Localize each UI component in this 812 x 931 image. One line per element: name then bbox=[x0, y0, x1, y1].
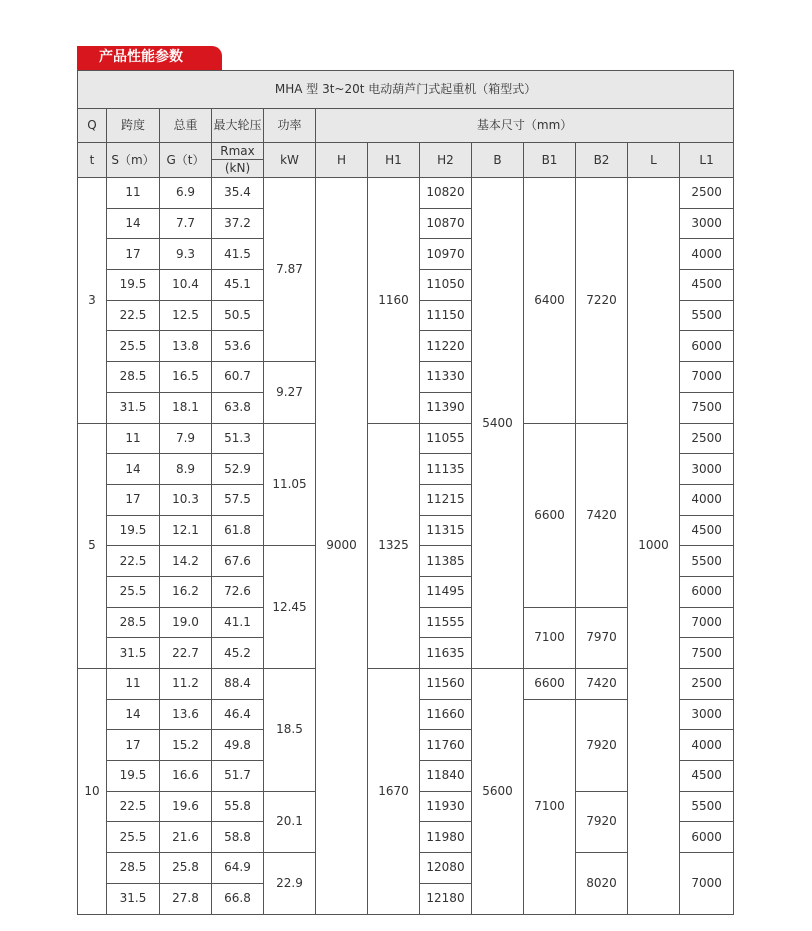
weight-cell: 16.5 bbox=[160, 362, 212, 393]
wheel-load-cell: 66.8 bbox=[212, 883, 264, 914]
l1-cell: 7000 bbox=[680, 853, 734, 914]
height-h2-cell: 11055 bbox=[420, 423, 472, 454]
wheel-load-cell: 52.9 bbox=[212, 454, 264, 485]
l1-cell: 4000 bbox=[680, 730, 734, 761]
l1-cell: 4000 bbox=[680, 484, 734, 515]
wheel-load-cell: 53.6 bbox=[212, 331, 264, 362]
width-b1-cell: 7100 bbox=[524, 607, 576, 668]
weight-cell: 22.7 bbox=[160, 638, 212, 669]
wheel-load-cell: 72.6 bbox=[212, 576, 264, 607]
height-h2-cell: 11760 bbox=[420, 730, 472, 761]
l1-cell: 4500 bbox=[680, 761, 734, 792]
header-unit-s: S（m） bbox=[107, 143, 160, 178]
header-unit-g: G（t） bbox=[160, 143, 212, 178]
height-h2-cell: 11930 bbox=[420, 791, 472, 822]
height-h2-cell: 11135 bbox=[420, 454, 472, 485]
span-cell: 19.5 bbox=[107, 515, 160, 546]
l1-cell: 7000 bbox=[680, 362, 734, 393]
wheel-load-cell: 46.4 bbox=[212, 699, 264, 730]
width-b2-cell: 7220 bbox=[576, 178, 628, 424]
span-cell: 19.5 bbox=[107, 761, 160, 792]
l1-cell: 7500 bbox=[680, 638, 734, 669]
wheel-load-cell: 58.8 bbox=[212, 822, 264, 853]
span-cell: 14 bbox=[107, 208, 160, 239]
l1-cell: 5500 bbox=[680, 546, 734, 577]
power-cell: 11.05 bbox=[264, 423, 316, 546]
wheel-load-cell: 45.2 bbox=[212, 638, 264, 669]
l1-cell: 2500 bbox=[680, 423, 734, 454]
span-cell: 19.5 bbox=[107, 270, 160, 301]
width-b2-cell: 7420 bbox=[576, 423, 628, 607]
weight-cell: 12.5 bbox=[160, 300, 212, 331]
table-row bbox=[78, 178, 734, 209]
header-max-wheel-load: 最大轮压 bbox=[212, 109, 264, 143]
span-cell: 25.5 bbox=[107, 331, 160, 362]
weight-cell: 7.9 bbox=[160, 423, 212, 454]
header-h1: H1 bbox=[368, 143, 420, 178]
span-cell: 28.5 bbox=[107, 607, 160, 638]
header-l: L bbox=[628, 143, 680, 178]
wheel-load-cell: 50.5 bbox=[212, 300, 264, 331]
height-h2-cell: 11215 bbox=[420, 484, 472, 515]
wheel-load-cell: 64.9 bbox=[212, 853, 264, 884]
weight-cell: 16.6 bbox=[160, 761, 212, 792]
header-b: B bbox=[472, 143, 524, 178]
header-unit-kw: kW bbox=[264, 143, 316, 178]
weight-cell: 9.3 bbox=[160, 239, 212, 270]
width-b-cell: 5600 bbox=[472, 669, 524, 915]
span-cell: 31.5 bbox=[107, 883, 160, 914]
wheel-load-cell: 67.6 bbox=[212, 546, 264, 577]
l1-cell: 4500 bbox=[680, 515, 734, 546]
l1-cell: 5500 bbox=[680, 300, 734, 331]
width-b1-cell: 6600 bbox=[524, 423, 576, 607]
wheel-load-cell: 61.8 bbox=[212, 515, 264, 546]
header-span: 跨度 bbox=[107, 109, 160, 143]
wheel-load-cell: 45.1 bbox=[212, 270, 264, 301]
weight-cell: 27.8 bbox=[160, 883, 212, 914]
height-h2-cell: 11555 bbox=[420, 607, 472, 638]
l1-cell: 2500 bbox=[680, 669, 734, 700]
height-h2-cell: 11050 bbox=[420, 270, 472, 301]
header-total-weight: 总重 bbox=[160, 109, 212, 143]
span-cell: 14 bbox=[107, 454, 160, 485]
weight-cell: 14.2 bbox=[160, 546, 212, 577]
l1-cell: 3000 bbox=[680, 699, 734, 730]
wheel-load-cell: 57.5 bbox=[212, 484, 264, 515]
weight-cell: 16.2 bbox=[160, 576, 212, 607]
section-tag: 产品性能参数 bbox=[77, 46, 222, 69]
height-h2-cell: 11660 bbox=[420, 699, 472, 730]
span-cell: 28.5 bbox=[107, 362, 160, 393]
wheel-load-cell: 63.8 bbox=[212, 392, 264, 423]
power-cell: 9.27 bbox=[264, 362, 316, 423]
weight-cell: 7.7 bbox=[160, 208, 212, 239]
wheel-load-cell: 49.8 bbox=[212, 730, 264, 761]
span-cell: 11 bbox=[107, 669, 160, 700]
span-cell: 25.5 bbox=[107, 822, 160, 853]
weight-cell: 13.6 bbox=[160, 699, 212, 730]
width-b2-cell: 8020 bbox=[576, 853, 628, 914]
height-h1-cell: 1160 bbox=[368, 178, 420, 424]
height-h2-cell: 10870 bbox=[420, 208, 472, 239]
span-cell: 28.5 bbox=[107, 853, 160, 884]
header-h2: H2 bbox=[420, 143, 472, 178]
weight-cell: 19.6 bbox=[160, 791, 212, 822]
width-b1-cell: 7100 bbox=[524, 699, 576, 914]
span-cell: 22.5 bbox=[107, 300, 160, 331]
weight-cell: 8.9 bbox=[160, 454, 212, 485]
weight-cell: 25.8 bbox=[160, 853, 212, 884]
height-h2-cell: 12180 bbox=[420, 883, 472, 914]
width-b-cell: 5400 bbox=[472, 178, 524, 669]
header-unit-kn: (kN) bbox=[212, 160, 264, 178]
spec-table bbox=[77, 70, 734, 915]
weight-cell: 10.4 bbox=[160, 270, 212, 301]
width-b2-cell: 7420 bbox=[576, 669, 628, 700]
height-h2-cell: 10820 bbox=[420, 178, 472, 209]
width-b2-cell: 7970 bbox=[576, 607, 628, 668]
power-cell: 7.87 bbox=[264, 178, 316, 362]
header-q: Q bbox=[78, 109, 107, 143]
length-l-cell: 1000 bbox=[628, 178, 680, 915]
span-cell: 17 bbox=[107, 239, 160, 270]
l1-cell: 6000 bbox=[680, 822, 734, 853]
span-cell: 11 bbox=[107, 178, 160, 209]
table-title: MHA 型 3t~20t 电动葫芦门式起重机（箱型式） bbox=[78, 71, 734, 109]
height-h2-cell: 11315 bbox=[420, 515, 472, 546]
weight-cell: 11.2 bbox=[160, 669, 212, 700]
weight-cell: 12.1 bbox=[160, 515, 212, 546]
width-b2-cell: 7920 bbox=[576, 699, 628, 791]
height-h2-cell: 10970 bbox=[420, 239, 472, 270]
l1-cell: 4000 bbox=[680, 239, 734, 270]
span-cell: 11 bbox=[107, 423, 160, 454]
header-basic-dimensions: 基本尺寸（mm） bbox=[316, 109, 734, 143]
wheel-load-cell: 88.4 bbox=[212, 669, 264, 700]
capacity-cell: 3 bbox=[78, 178, 107, 424]
l1-cell: 3000 bbox=[680, 454, 734, 485]
wheel-load-cell: 51.7 bbox=[212, 761, 264, 792]
height-h2-cell: 12080 bbox=[420, 853, 472, 884]
header-b1: B1 bbox=[524, 143, 576, 178]
l1-cell: 2500 bbox=[680, 178, 734, 209]
l1-cell: 5500 bbox=[680, 791, 734, 822]
power-cell: 22.9 bbox=[264, 853, 316, 914]
weight-cell: 6.9 bbox=[160, 178, 212, 209]
height-h1-cell: 1670 bbox=[368, 669, 420, 915]
height-h2-cell: 11150 bbox=[420, 300, 472, 331]
height-h2-cell: 11560 bbox=[420, 669, 472, 700]
l1-cell: 7500 bbox=[680, 392, 734, 423]
wheel-load-cell: 35.4 bbox=[212, 178, 264, 209]
height-h2-cell: 11980 bbox=[420, 822, 472, 853]
span-cell: 25.5 bbox=[107, 576, 160, 607]
l1-cell: 7000 bbox=[680, 607, 734, 638]
header-rmax: Rmax bbox=[212, 143, 264, 160]
height-h2-cell: 11385 bbox=[420, 546, 472, 577]
l1-cell: 6000 bbox=[680, 331, 734, 362]
capacity-cell: 10 bbox=[78, 669, 107, 915]
l1-cell: 4500 bbox=[680, 270, 734, 301]
weight-cell: 19.0 bbox=[160, 607, 212, 638]
power-cell: 18.5 bbox=[264, 669, 316, 792]
header-power: 功率 bbox=[264, 109, 316, 143]
span-cell: 31.5 bbox=[107, 392, 160, 423]
height-h1-cell: 1325 bbox=[368, 423, 420, 669]
power-cell: 12.45 bbox=[264, 546, 316, 669]
wheel-load-cell: 37.2 bbox=[212, 208, 264, 239]
span-cell: 14 bbox=[107, 699, 160, 730]
header-unit-t: t bbox=[78, 143, 107, 178]
span-cell: 17 bbox=[107, 484, 160, 515]
span-cell: 31.5 bbox=[107, 638, 160, 669]
l1-cell: 6000 bbox=[680, 576, 734, 607]
wheel-load-cell: 60.7 bbox=[212, 362, 264, 393]
capacity-cell: 5 bbox=[78, 423, 107, 669]
header-l1: L1 bbox=[680, 143, 734, 178]
height-h2-cell: 11495 bbox=[420, 576, 472, 607]
l1-cell: 3000 bbox=[680, 208, 734, 239]
width-b2-cell: 7920 bbox=[576, 791, 628, 852]
wheel-load-cell: 41.5 bbox=[212, 239, 264, 270]
width-b1-cell: 6400 bbox=[524, 178, 576, 424]
height-h-cell: 9000 bbox=[316, 178, 368, 915]
wheel-load-cell: 51.3 bbox=[212, 423, 264, 454]
power-cell: 20.1 bbox=[264, 791, 316, 852]
height-h2-cell: 11840 bbox=[420, 761, 472, 792]
weight-cell: 10.3 bbox=[160, 484, 212, 515]
weight-cell: 18.1 bbox=[160, 392, 212, 423]
wheel-load-cell: 41.1 bbox=[212, 607, 264, 638]
wheel-load-cell: 55.8 bbox=[212, 791, 264, 822]
width-b1-cell: 6600 bbox=[524, 669, 576, 700]
weight-cell: 21.6 bbox=[160, 822, 212, 853]
span-cell: 17 bbox=[107, 730, 160, 761]
span-cell: 22.5 bbox=[107, 546, 160, 577]
header-h: H bbox=[316, 143, 368, 178]
height-h2-cell: 11635 bbox=[420, 638, 472, 669]
span-cell: 22.5 bbox=[107, 791, 160, 822]
height-h2-cell: 11330 bbox=[420, 362, 472, 393]
height-h2-cell: 11390 bbox=[420, 392, 472, 423]
height-h2-cell: 11220 bbox=[420, 331, 472, 362]
weight-cell: 13.8 bbox=[160, 331, 212, 362]
weight-cell: 15.2 bbox=[160, 730, 212, 761]
header-b2: B2 bbox=[576, 143, 628, 178]
